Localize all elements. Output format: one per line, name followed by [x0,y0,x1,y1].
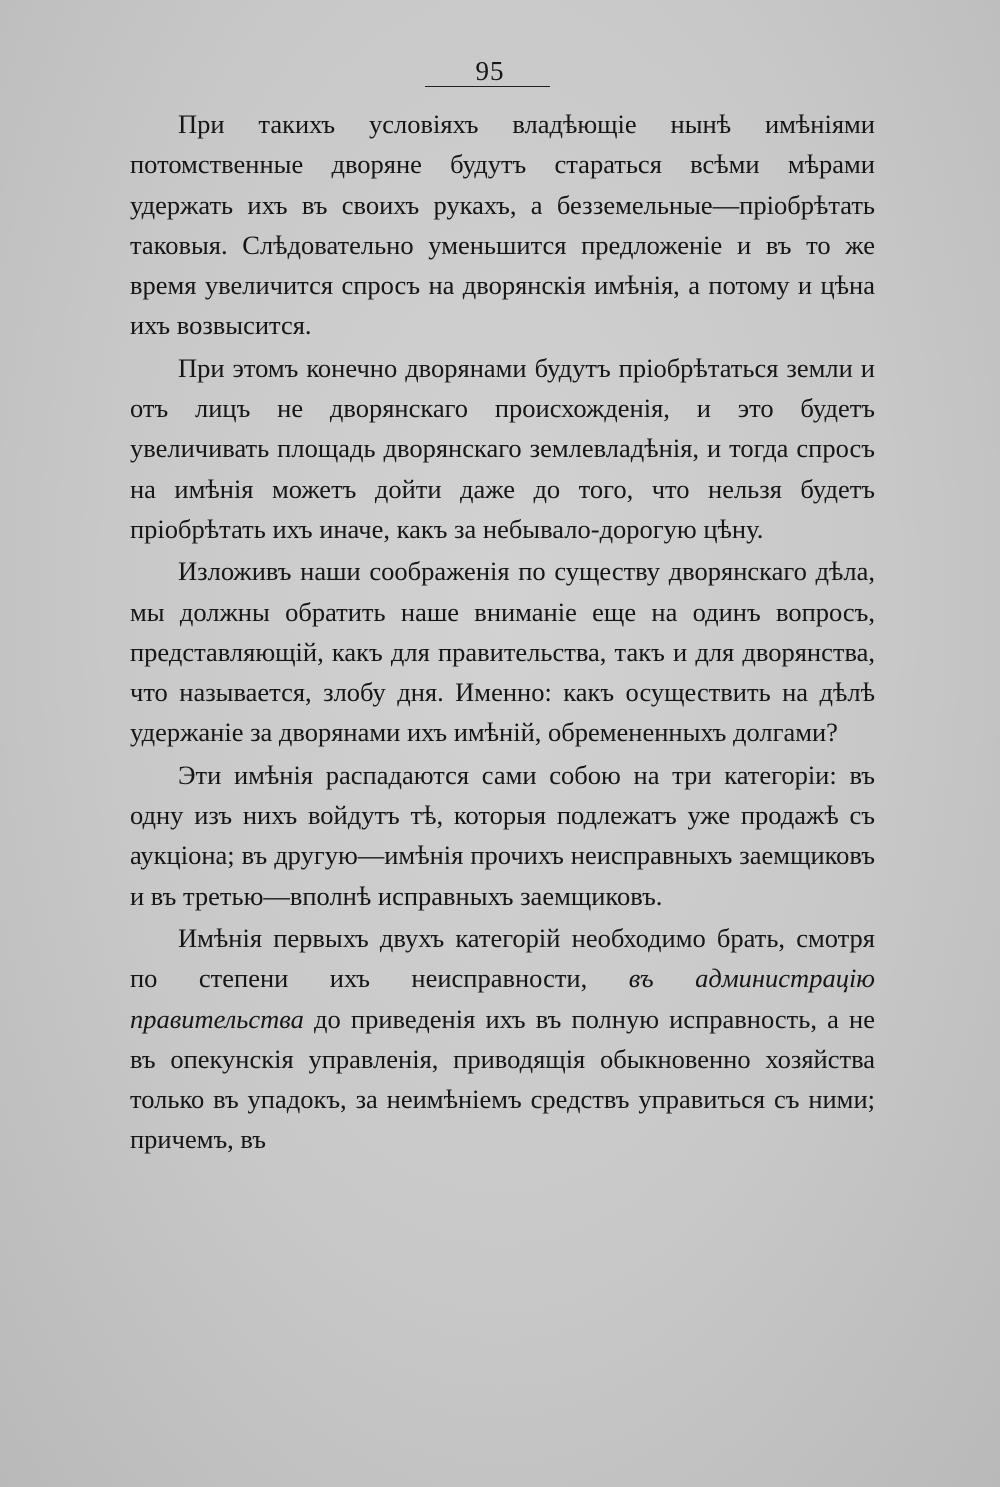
paragraph-2: При этомъ конечно дворянами будутъ пріобрѣтаться земли и отъ лицъ не дворянскаго происхожденія, и это будетъ увеличивать площадь дворянскаго землевладѣнія, и тогда спросъ на имѣнія можетъ дойти даже до того, что нельзя будетъ пріобрѣтать ихъ иначе, какъ за небывало-дорогую цѣну. [130,352,875,544]
body-text [130,104,875,1162]
paragraph-3: Изложивъ наши соображенія по существу дворянскаго дѣла, мы должны обратить наше вниманіе еще на одинъ вопросъ, представляющій, какъ для правительства, такъ и для дворянства, что называется, злобу дня. Именно: какъ осуществить на дѣлѣ удержаніе за дворянами ихъ имѣній, обремененныхъ долгами? [130,556,875,748]
paragraph-5 [130,918,875,1160]
paragraph-5-text-before: Имѣнія первыхъ двухъ категорій необходимо брать, смотря по степени ихъ неисправности, [130,922,875,994]
page-number-rule [425,86,550,87]
paragraph-4: Эти имѣнія распадаются сами собою на три категоріи: въ одну изъ нихъ войдутъ тѣ, которыя подлежатъ уже продажѣ съ аукціона; въ другую—имѣнія прочихъ неисправныхъ заемщиковъ и въ третью—вполнѣ исправныхъ заемщиковъ. [130,759,875,911]
paragraph-5-italic-phrase: въ администрацію правительства [130,963,875,1034]
paragraph-1: При такихъ условіяхъ владѣющіе нынѣ имѣніями потомственные дворяне будутъ стараться всѣми мѣрами удержать ихъ въ своихъ рукахъ, а безземельные—пріобрѣтать таковыя. Слѣдовательно уменьшится предложеніе и въ то же время увеличится спросъ на дворянскія имѣнія, а потому и цѣна ихъ возвысится. [130,109,875,341]
page-number: 95 [475,56,505,86]
paragraph-5-text-after: до приведенія ихъ въ полную исправность, а не въ опекунскія управленія, приводящія обыкновенно хозяйства только въ упадокъ, за неимѣніемъ средствъ управиться съ ними; причемъ, въ [130,1003,875,1155]
